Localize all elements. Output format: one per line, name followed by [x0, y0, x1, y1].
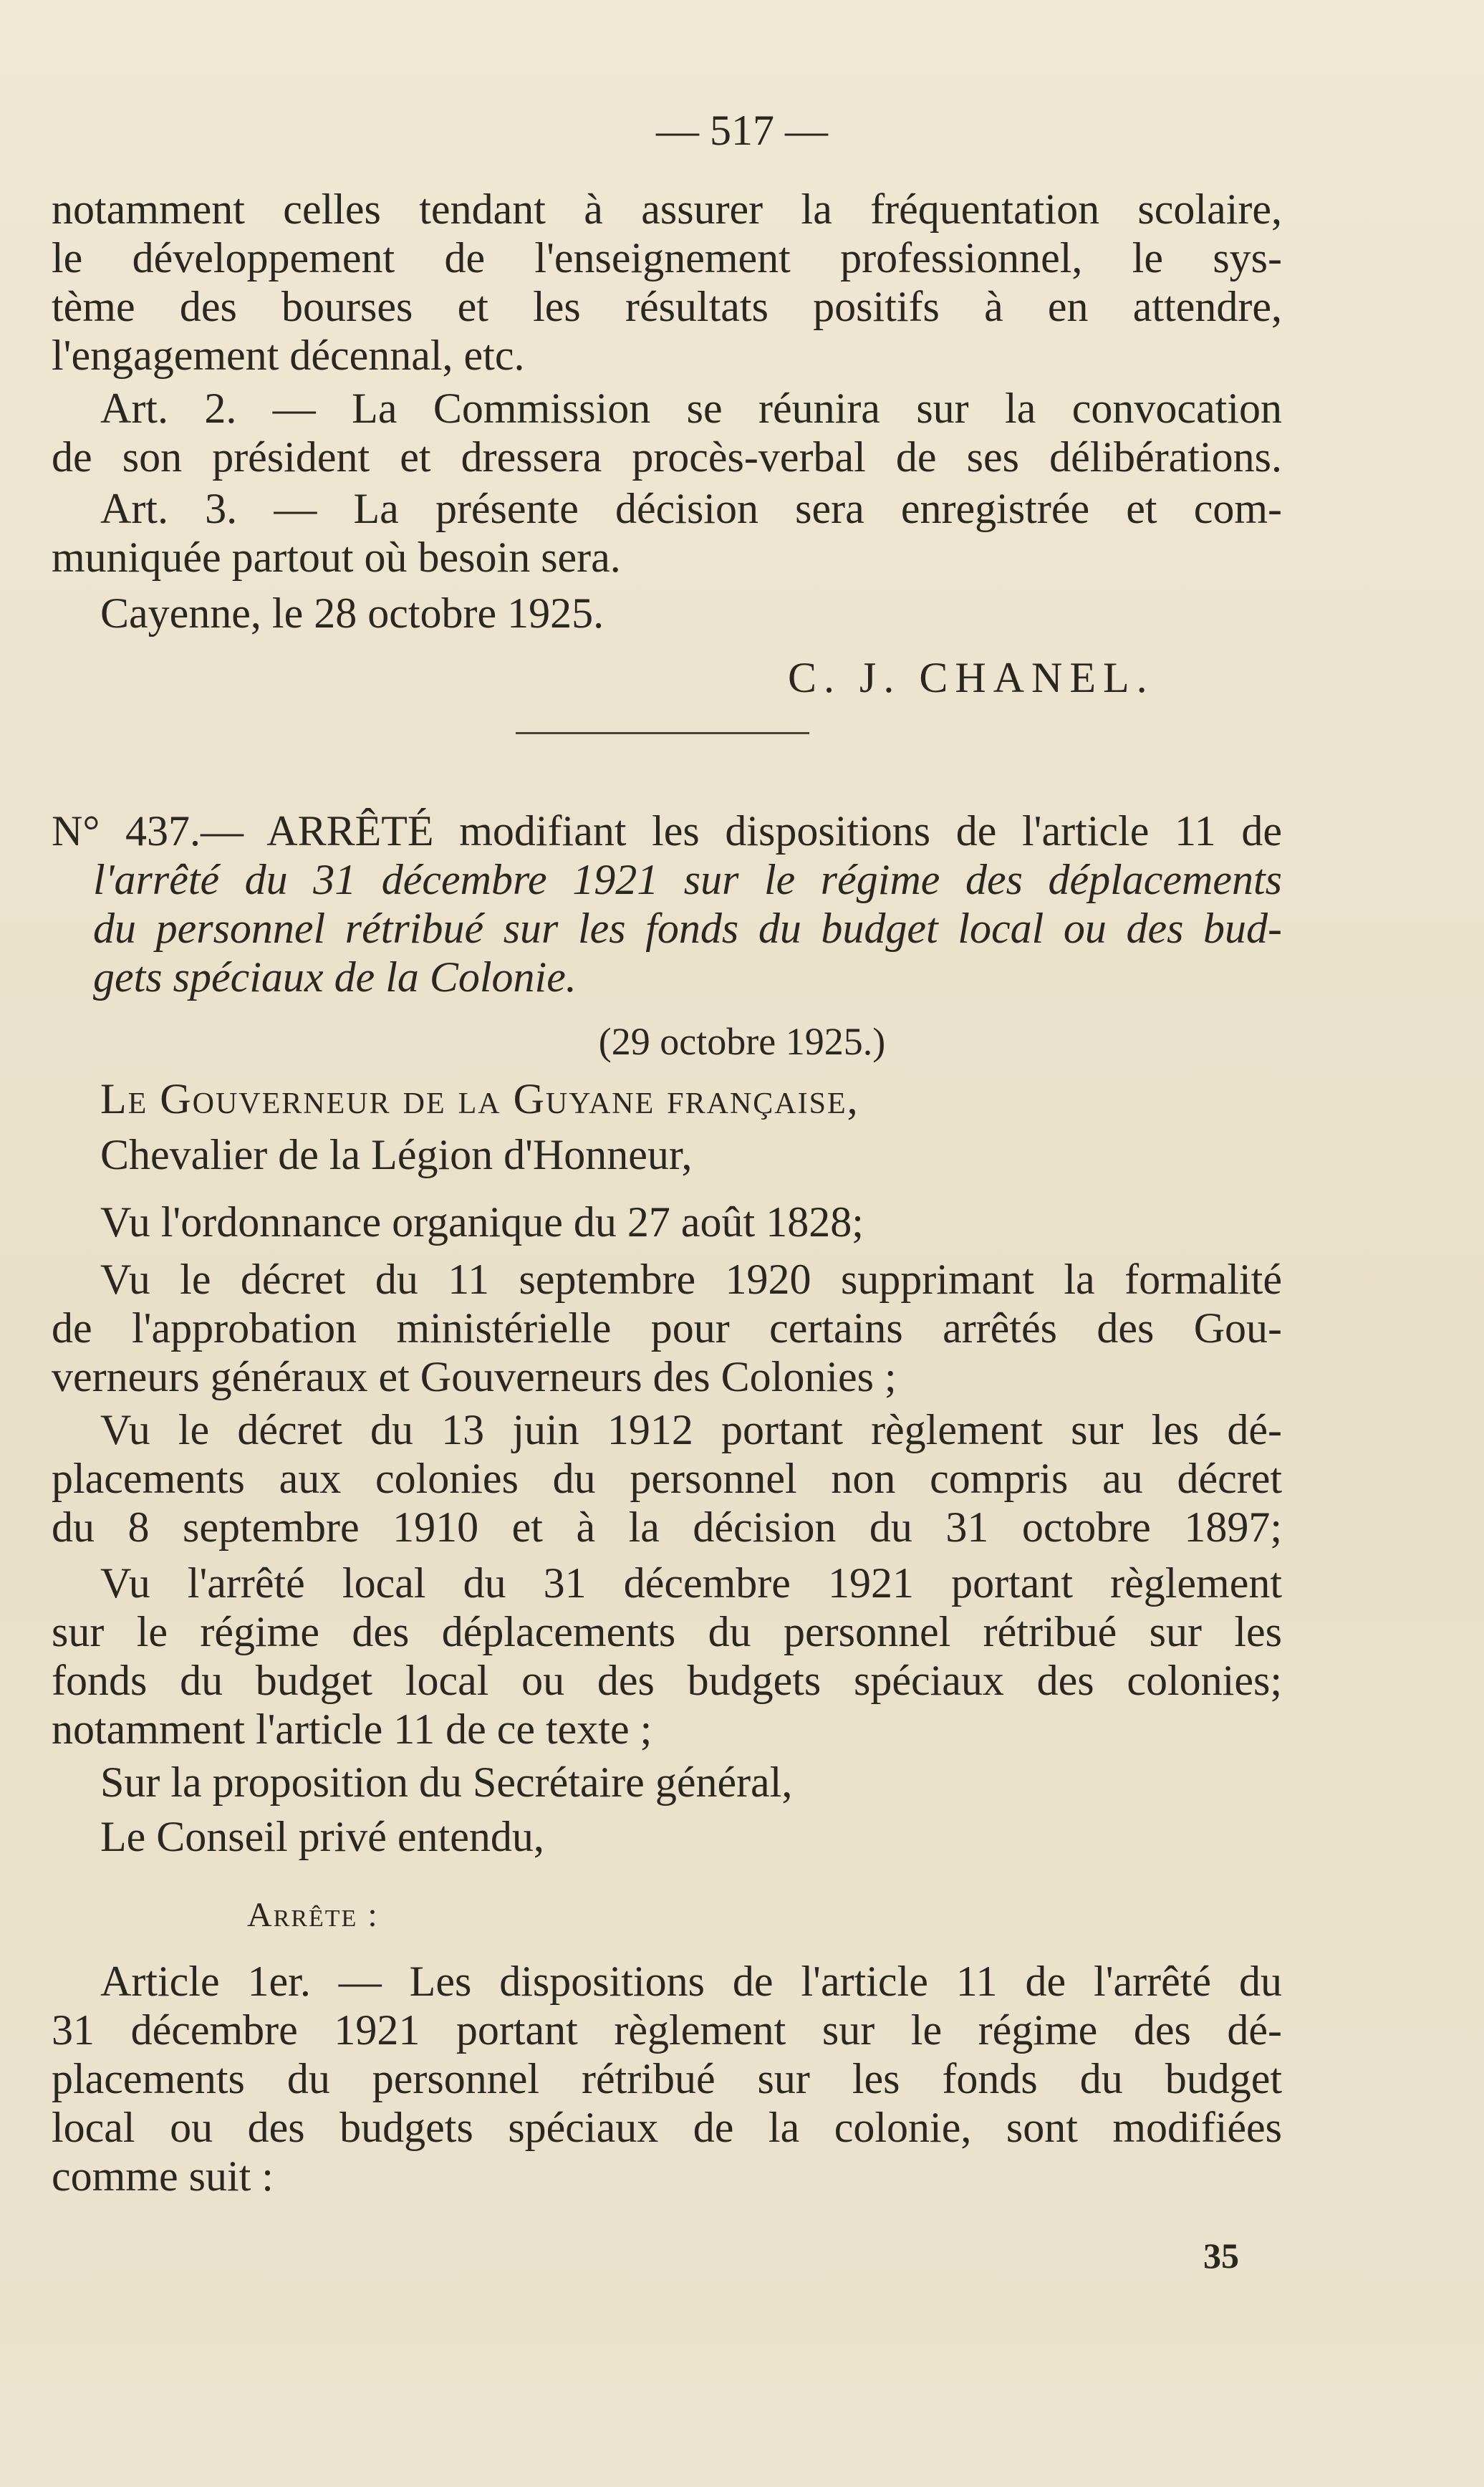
- decree-date: (29 octobre 1925.): [598, 1020, 886, 1063]
- preamble-line: Vu le décret du 13 juin 1912 portant règlement sur les dé-: [100, 1406, 1282, 1453]
- decree-title: [52, 807, 1282, 855]
- text-line: tème des bourses et les résultats positifs à en attendre,: [52, 283, 1282, 330]
- preamble-line: Chevalier de la Légion d'Honneur,: [100, 1131, 693, 1178]
- article-3: Art. 3. — La présente décision sera enregistrée et com-: [100, 485, 1282, 532]
- article-1-line: 31 décembre 1921 portant règlement sur le régime des dé-: [52, 2006, 1282, 2054]
- decree-title-line: N° 437.— ARRÊTÉ modifiant les dispositions de l'article 11 de: [52, 807, 1282, 855]
- preamble-line: Le Conseil privé entendu,: [100, 1813, 544, 1860]
- article-1-line: comme suit :: [52, 2152, 274, 2200]
- preamble-line: de l'approbation ministérielle pour certains arrêtés des Gou-: [52, 1304, 1282, 1352]
- signature-mark: 35: [1203, 2236, 1239, 2276]
- text-line: notamment celles tendant à assurer la fréquentation scolaire,: [52, 186, 1282, 233]
- decree-title-line: l'arrêté du 31 décembre 1921 sur le régime des déplacements: [93, 856, 1282, 903]
- text-line: le développement de l'enseignement professionnel, le sys-: [52, 234, 1282, 282]
- preamble-line: notamment l'article 11 de ce texte ;: [52, 1706, 652, 1753]
- preamble-line: du 8 septembre 1910 et à la décision du 31 octobre 1897;: [52, 1504, 1282, 1551]
- article-1-line: Article 1er. — Les dispositions de l'article 11 de l'arrêté du: [100, 1958, 1282, 2005]
- article-2: Art. 2. — La Commission se réunira sur la convocation: [100, 385, 1282, 432]
- signature: C. J. CHANEL.: [788, 654, 1155, 701]
- preamble-line: Sur la proposition du Secrétaire général,: [100, 1759, 793, 1806]
- preamble-line: Vu le décret du 11 septembre 1920 supprimant la formalité: [100, 1256, 1282, 1303]
- decree-title-line: du personnel rétribué sur les fonds du budget local ou des bud-: [93, 905, 1282, 952]
- article-1-line: placements du personnel rétribué sur les fonds du budget: [52, 2055, 1282, 2102]
- preamble-line: Le Gouverneur de la Guyane française,: [100, 1075, 859, 1122]
- divider: [516, 732, 809, 734]
- date-line: Cayenne, le 28 octobre 1925.: [100, 590, 604, 637]
- article-1-line: local ou des budgets spéciaux de la colonie, sont modifiées: [52, 2104, 1282, 2151]
- preamble-line: sur le régime des déplacements du personnel rétribué sur les: [52, 1608, 1282, 1655]
- text-line: muniquée partout où besoin sera.: [52, 534, 621, 581]
- preamble-line: placements aux colonies du personnel non compris au décret: [52, 1455, 1282, 1502]
- decree-title-line: gets spéciaux de la Colonie.: [93, 953, 577, 1001]
- page-number: — 517 —: [656, 107, 828, 154]
- preamble-line: Vu l'arrêté local du 31 décembre 1921 portant règlement: [100, 1559, 1282, 1607]
- preamble-line: fonds du budget local ou des budgets spéciaux des colonies;: [52, 1657, 1282, 1704]
- preamble-line: verneurs généraux et Gouverneurs des Colonies ;: [52, 1353, 897, 1400]
- arrete-heading: Arrête :: [247, 1896, 379, 1934]
- preamble-line: Vu l'ordonnance organique du 27 août 1828;: [100, 1198, 864, 1246]
- text-line: l'engagement décennal, etc.: [52, 332, 525, 379]
- text-line: de son président et dressera procès-verbal de ses délibérations.: [52, 433, 1282, 481]
